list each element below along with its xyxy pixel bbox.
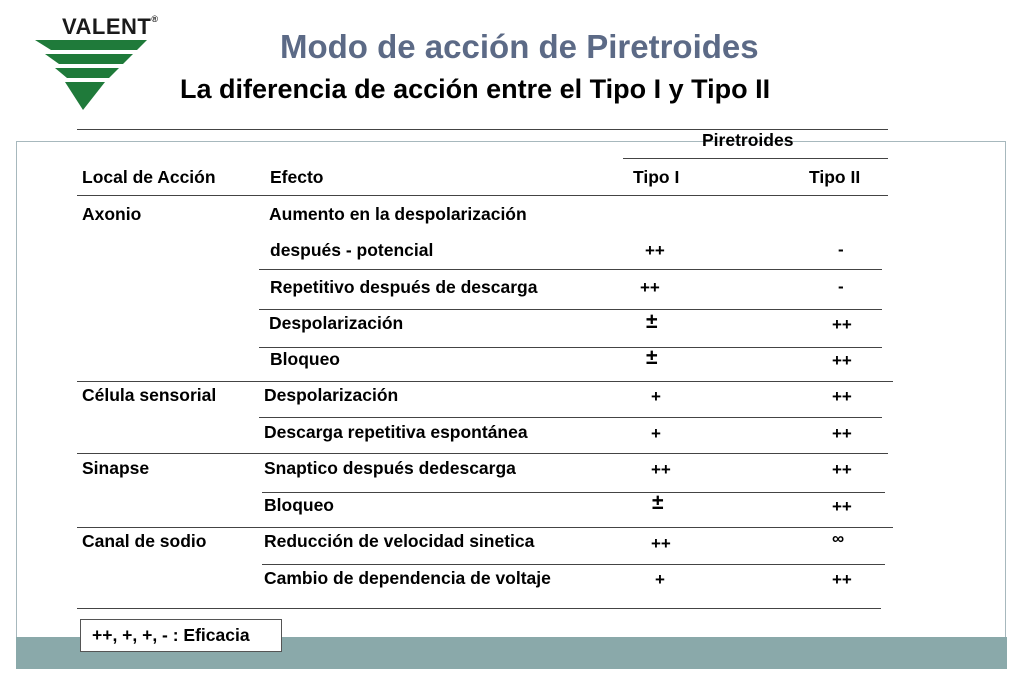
tipo1-cell: ++: [640, 278, 660, 297]
efecto-cell: Bloqueo: [264, 495, 334, 515]
page-subtitle: La diferencia de acción entre el Tipo I y Tipo II: [180, 74, 771, 104]
local-cell: Canal de sodio: [82, 531, 207, 551]
local-cell: Axonio: [82, 204, 142, 224]
tipo1-cell: ±: [652, 491, 664, 514]
row-rule: [77, 381, 893, 382]
row-rule: [259, 347, 882, 348]
page-title: Modo de acción de Piretroides: [280, 28, 759, 65]
header-efecto: Efecto: [270, 167, 324, 187]
tipo2-cell: -: [838, 240, 844, 259]
header-tipo1: Tipo I: [633, 167, 680, 187]
tipo1-cell: ++: [645, 241, 665, 260]
tipo2-cell: -: [838, 277, 844, 296]
legend-box: ++, +, +, - : Eficacia: [80, 619, 282, 652]
group-header-rule: [623, 158, 888, 159]
tipo1-cell: ++: [651, 534, 671, 553]
frame-border-top: [16, 141, 1006, 142]
row-rule: [262, 492, 885, 493]
group-header-piretroides: Piretroides: [702, 130, 794, 150]
row-rule: [259, 269, 882, 270]
logo-wordmark: VALENT®: [62, 14, 159, 39]
local-cell: Célula sensorial: [82, 385, 217, 405]
efecto-cell: Reducción de velocidad sinetica: [264, 531, 535, 551]
tipo2-cell: ++: [832, 460, 852, 479]
efecto-cell: Cambio de dependencia de voltaje: [264, 568, 551, 588]
efecto-cell: Despolarización: [269, 313, 404, 333]
table-bottom-rule: [77, 608, 881, 609]
header-local: Local de Acción: [82, 167, 216, 187]
row-rule: [77, 453, 888, 454]
header-rule: [77, 195, 888, 196]
efecto-cell: Aumento en la despolarización: [269, 204, 527, 224]
row-rule: [77, 527, 893, 528]
tipo2-cell: ++: [832, 497, 852, 516]
row-rule: [259, 417, 882, 418]
tipo1-cell: +: [651, 424, 661, 443]
tipo1-cell: ±: [646, 310, 658, 333]
tipo2-cell: ++: [832, 315, 852, 334]
header-tipo2: Tipo II: [809, 167, 861, 187]
efecto-cell: Repetitivo después de descarga: [270, 277, 538, 297]
efecto-cell: después - potencial: [270, 240, 434, 260]
efecto-cell: Despolarización: [264, 385, 399, 405]
tipo2-cell: ++: [832, 424, 852, 443]
efecto-cell: Snaptico después dedescarga: [264, 458, 516, 478]
tipo1-cell: ++: [651, 460, 671, 479]
tipo1-cell: ±: [646, 346, 658, 369]
tipo1-cell: +: [651, 387, 661, 406]
tipo2-cell: ++: [832, 351, 852, 370]
frame-border-right: [1005, 141, 1006, 638]
tipo1-cell: +: [655, 570, 665, 589]
row-rule: [259, 309, 882, 310]
tipo2-cell: ++: [832, 387, 852, 406]
tipo2-cell: ∞: [832, 529, 845, 548]
local-cell: Sinapse: [82, 458, 150, 478]
row-rule: [262, 564, 885, 565]
frame-border-left: [16, 141, 17, 638]
efecto-cell: Descarga repetitiva espontánea: [264, 422, 528, 442]
efecto-cell: Bloqueo: [270, 349, 340, 369]
tipo2-cell: ++: [832, 570, 852, 589]
